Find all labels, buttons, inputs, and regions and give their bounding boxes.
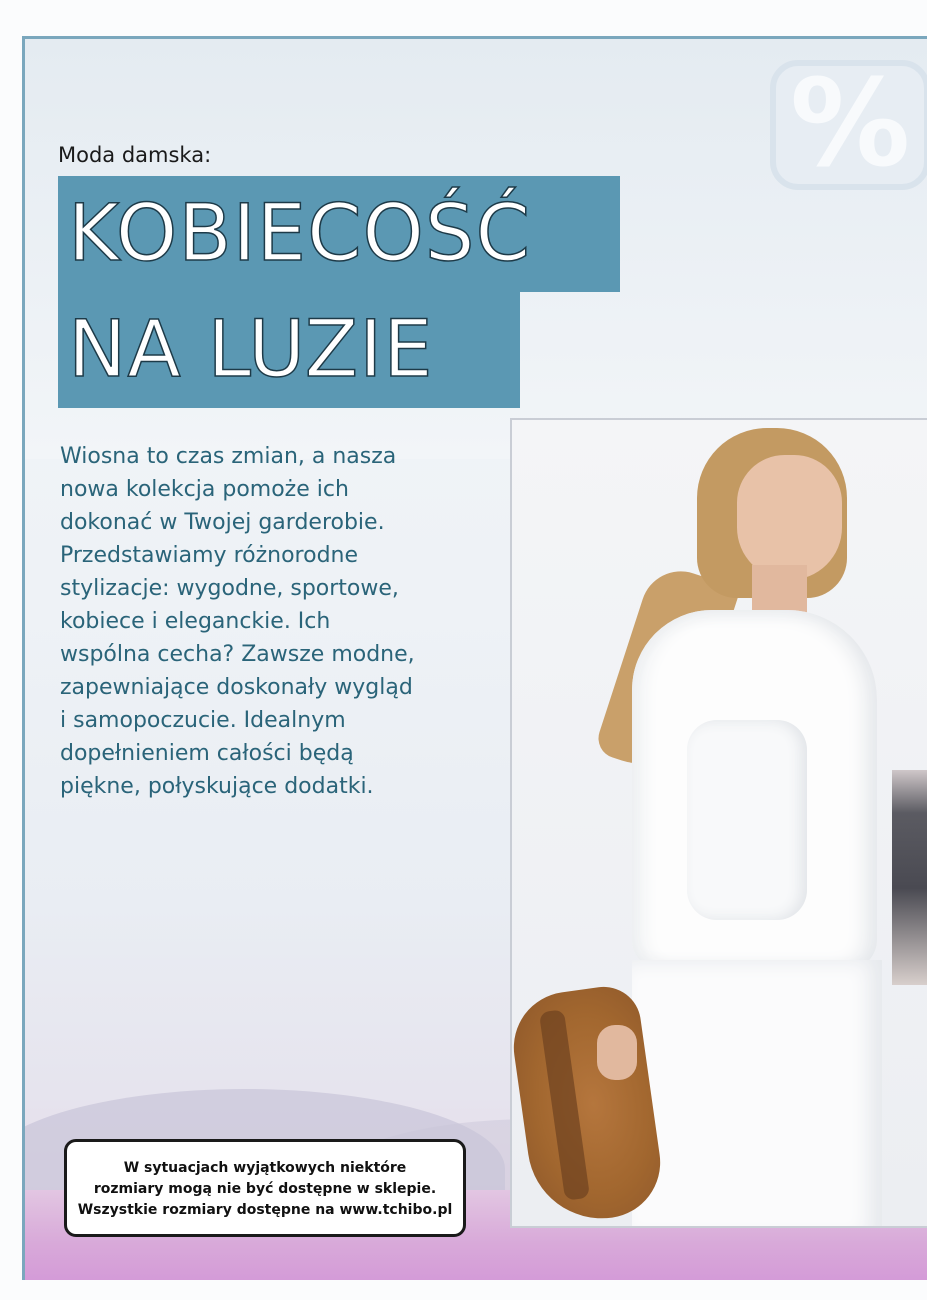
- headline-line-2: NA LUZIE: [58, 292, 520, 408]
- intro-line: dokonać w Twojej garderobie.: [60, 510, 385, 535]
- section-label: Moda damska:: [58, 143, 212, 167]
- adjacent-photo-edge: [892, 770, 927, 985]
- notice-line: W sytuacjach wyjątkowych niektóre: [123, 1160, 407, 1176]
- percent-icon: %: [790, 55, 911, 194]
- blouse-sleeve: [687, 720, 807, 920]
- model-hand: [597, 1025, 637, 1080]
- intro-line: Wiosna to czas zmian, a nasza: [60, 444, 397, 469]
- intro-line: Przedstawiamy różnorodne: [60, 543, 359, 568]
- intro-line: piękne, połyskujące dodatki.: [60, 774, 374, 799]
- intro-line: i samopoczucie. Idealnym: [60, 708, 346, 733]
- intro-line: wspólna cecha? Zawsze modne,: [60, 642, 415, 667]
- intro-line: dopełnieniem całości będą: [60, 741, 354, 766]
- headline-line-1: KOBIECOŚĆ: [58, 176, 620, 292]
- notice-line: rozmiary mogą nie być dostępne w sklepie.: [93, 1181, 437, 1197]
- white-trousers: [632, 960, 882, 1228]
- intro-line: stylizacje: wygodne, sportowe,: [60, 576, 399, 601]
- intro-line: zapewniające doskonały wygląd: [60, 675, 413, 700]
- intro-paragraph: [60, 440, 500, 803]
- model-face: [737, 455, 842, 580]
- availability-notice: [64, 1139, 466, 1237]
- notice-line: Wszystkie rozmiary dostępne na www.tchibo.pl: [77, 1202, 453, 1218]
- intro-line: nowa kolekcja pomoże ich: [60, 477, 349, 502]
- model-photo: [510, 418, 927, 1228]
- intro-line: kobiece i eleganckie. Ich: [60, 609, 331, 634]
